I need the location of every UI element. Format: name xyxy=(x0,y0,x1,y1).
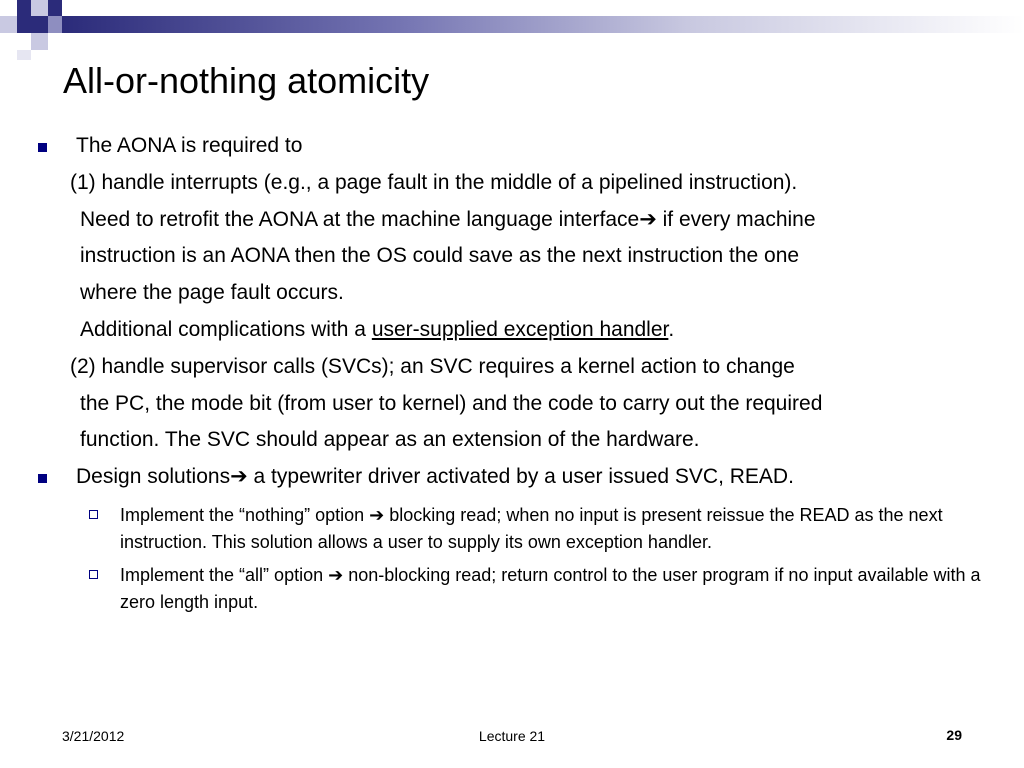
arrow-right-icon: ➔ xyxy=(369,504,385,525)
text-line: instruction is an AONA then the OS could save as the next instruction the one xyxy=(80,244,800,268)
decor-square xyxy=(0,16,17,33)
decor-square xyxy=(31,0,48,16)
decor-square xyxy=(31,33,48,50)
text-line xyxy=(0,312,1024,349)
page-number: 29 xyxy=(946,727,962,743)
footer-lecture: Lecture 21 xyxy=(478,728,546,744)
text-fragment: Need to retrofit the AONA at the machine language interface xyxy=(80,207,640,231)
text-line: where the page fault occurs. xyxy=(80,281,344,305)
decor-square xyxy=(48,16,62,33)
hollow-square-bullet-icon xyxy=(89,570,98,579)
decor-square xyxy=(17,16,31,33)
decor-square xyxy=(48,0,62,16)
decor-square xyxy=(17,50,31,60)
text-fragment: Design solutions xyxy=(76,465,231,489)
text-fragment: non-blocking read; return control to the user program if no input available with a zero length input. xyxy=(120,564,981,612)
footer-date: 3/21/2012 xyxy=(62,728,125,744)
decor-square xyxy=(31,16,48,33)
text-fragment: . xyxy=(668,317,675,341)
text-fragment: if every machine xyxy=(656,207,816,231)
hollow-square-bullet-icon xyxy=(89,510,98,519)
square-bullet-icon xyxy=(38,143,47,152)
text-line xyxy=(0,202,1024,239)
sub-bullet-item xyxy=(0,562,1024,616)
header-gradient-bar xyxy=(62,16,1024,33)
arrow-right-icon: ➔ xyxy=(639,207,657,231)
arrow-right-icon: ➔ xyxy=(328,564,344,585)
text-fragment: Additional complications with a xyxy=(80,317,372,341)
sub-bullet-item xyxy=(0,502,1024,556)
decor-square xyxy=(17,0,31,16)
arrow-right-icon: ➔ xyxy=(230,465,248,489)
square-bullet-icon xyxy=(38,474,47,483)
text-line: the PC, the mode bit (from user to kernel) and the code to carry out the required xyxy=(80,391,823,415)
bullet-item xyxy=(0,128,1024,165)
text-fragment: a typewriter driver activated by a user issued SVC, READ. xyxy=(247,465,794,489)
text-line: (1) handle interrupts (e.g., a page fault in the middle of a pipelined instruction). xyxy=(70,170,798,194)
bullet-text: The AONA is required to xyxy=(76,134,303,157)
text-fragment: blocking read; when no input is present reissue the READ as the next instruction. This solution allows a user to supply its own exception handler. xyxy=(120,504,943,552)
bullet-item xyxy=(0,459,1024,496)
text-line: function. The SVC should appear as an extension of the hardware. xyxy=(80,428,700,452)
text-fragment: Implement the “nothing” option xyxy=(120,504,370,525)
text-line: (2) handle supervisor calls (SVCs); an SVC requires a kernel action to change xyxy=(70,354,795,378)
slide-title: All-or-nothing atomicity xyxy=(63,60,430,101)
text-fragment: Implement the “all” option xyxy=(120,564,329,585)
underlined-term: user-supplied exception handler xyxy=(371,317,669,341)
slide-content xyxy=(0,128,1024,616)
